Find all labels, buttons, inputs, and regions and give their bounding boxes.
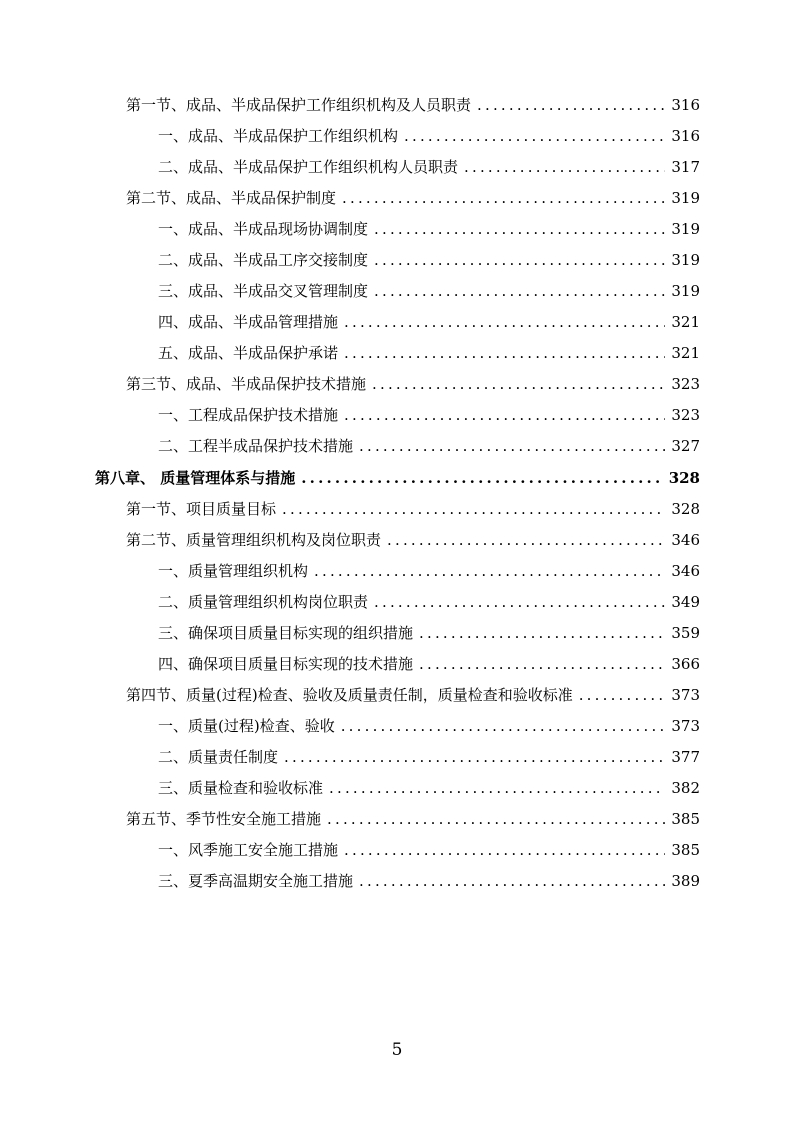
toc-entry-page: 321 xyxy=(671,344,700,362)
toc-entry-title: 三、质量检查和验收标准 xyxy=(158,779,324,797)
toc-dot-leader xyxy=(314,556,665,587)
toc-dot-leader xyxy=(359,431,665,462)
toc-dot-leader xyxy=(342,183,665,214)
toc-dot-leader xyxy=(284,742,665,773)
toc-entry[interactable] xyxy=(158,431,700,462)
toc-entry-page: 366 xyxy=(671,655,700,673)
toc-entry[interactable] xyxy=(158,711,700,742)
toc-entry[interactable] xyxy=(158,152,700,183)
page-number: 5 xyxy=(391,1040,403,1060)
toc-entry[interactable] xyxy=(126,680,700,711)
toc-entry[interactable] xyxy=(126,90,700,121)
toc-dot-leader xyxy=(419,618,665,649)
toc-entry-title: 二、成品、半成品保护工作组织机构人员职责 xyxy=(158,158,459,176)
toc-entry[interactable] xyxy=(158,400,700,431)
toc-entry-title: 一、风季施工安全施工措施 xyxy=(158,841,339,859)
toc-entry-page: 328 xyxy=(671,500,700,518)
toc-entry-title: 第一节、成品、半成品保护工作组织机构及人员职责 xyxy=(126,96,472,114)
toc-entry-title: 五、成品、半成品保护承诺 xyxy=(158,344,339,362)
toc-entry-title: 四、确保项目质量目标实现的技术措施 xyxy=(158,655,414,673)
toc-entry-title: 一、成品、半成品保护工作组织机构 xyxy=(158,127,399,145)
toc-entry-page: 377 xyxy=(671,748,700,766)
toc-entry[interactable] xyxy=(158,742,700,773)
toc-entry-page: 317 xyxy=(671,158,700,176)
toc-dot-leader xyxy=(464,152,665,183)
toc-entry[interactable] xyxy=(126,525,700,556)
toc-entry[interactable] xyxy=(158,618,700,649)
toc-entry-title: 第二节、质量管理组织机构及岗位职责 xyxy=(126,531,382,549)
toc-entry[interactable] xyxy=(126,183,700,214)
toc-entry-page: 385 xyxy=(671,810,700,828)
toc-entry-title: 二、成品、半成品工序交接制度 xyxy=(158,251,369,269)
toc-dot-leader xyxy=(372,369,665,400)
toc-entry-title: 第八章、 质量管理体系与措施 xyxy=(95,469,296,487)
toc-entry[interactable] xyxy=(158,587,700,618)
toc-entry-page: 385 xyxy=(671,841,700,859)
toc-entry-page: 316 xyxy=(671,127,700,145)
toc-entry-title: 第二节、成品、半成品保护制度 xyxy=(126,189,337,207)
toc-entry-page: 328 xyxy=(668,469,700,487)
toc-entry[interactable] xyxy=(158,338,700,369)
toc-dot-leader xyxy=(579,680,666,711)
toc-entry[interactable] xyxy=(126,494,700,525)
toc-entry-page: 359 xyxy=(671,624,700,642)
toc-dot-leader xyxy=(344,338,665,369)
toc-entry[interactable] xyxy=(158,835,700,866)
toc-dot-leader xyxy=(344,307,665,338)
toc-entry-title: 二、工程半成品保护技术措施 xyxy=(158,437,354,455)
toc-entry[interactable] xyxy=(126,804,700,835)
toc-entry-page: 323 xyxy=(671,406,700,424)
toc-entry-page: 327 xyxy=(671,437,700,455)
toc-entry-page: 319 xyxy=(671,251,700,269)
toc-entry-page: 319 xyxy=(671,189,700,207)
toc-entry[interactable] xyxy=(158,649,700,680)
toc-dot-leader xyxy=(282,494,665,525)
toc-entry-page: 349 xyxy=(671,593,700,611)
toc-entry[interactable] xyxy=(158,245,700,276)
toc-entry-page: 346 xyxy=(671,531,700,549)
toc-entry-title: 三、夏季高温期安全施工措施 xyxy=(158,872,354,890)
toc-dot-leader xyxy=(341,711,666,742)
toc-entry-title: 一、工程成品保护技术措施 xyxy=(158,406,339,424)
toc-dot-leader xyxy=(404,121,665,152)
toc-entry[interactable] xyxy=(158,276,700,307)
toc-dot-leader xyxy=(374,276,665,307)
toc-entry-page: 382 xyxy=(671,779,700,797)
toc-entry-page: 373 xyxy=(671,717,700,735)
toc-entry-page: 321 xyxy=(671,313,700,331)
toc-dot-leader xyxy=(374,214,665,245)
toc-entry[interactable] xyxy=(126,369,700,400)
toc-entry[interactable] xyxy=(158,307,700,338)
toc-dot-leader xyxy=(327,804,665,835)
toc-entry-page: 319 xyxy=(671,220,700,238)
toc-entry-page: 319 xyxy=(671,282,700,300)
toc-entry-title: 三、确保项目质量目标实现的组织措施 xyxy=(158,624,414,642)
toc-dot-leader xyxy=(419,649,665,680)
toc-entry-title: 一、成品、半成品现场协调制度 xyxy=(158,220,369,238)
toc-dot-leader xyxy=(344,400,665,431)
toc-entry-page: 346 xyxy=(671,562,700,580)
toc-dot-leader xyxy=(374,245,665,276)
toc-chapter-entry[interactable] xyxy=(95,463,700,494)
toc-entry[interactable] xyxy=(158,556,700,587)
toc-entry-title: 一、质量(过程)检查、验收 xyxy=(158,717,335,735)
toc-entry-page: 389 xyxy=(671,872,700,890)
toc-entry-title: 第三节、成品、半成品保护技术措施 xyxy=(126,375,367,393)
toc-dot-leader xyxy=(329,773,665,804)
toc-entry-title: 第五节、季节性安全施工措施 xyxy=(126,810,322,828)
toc-dot-leader xyxy=(344,835,665,866)
toc-entry-page: 323 xyxy=(671,375,700,393)
toc-dot-leader xyxy=(374,587,665,618)
toc-entry-title: 一、质量管理组织机构 xyxy=(158,562,309,580)
toc-dot-leader xyxy=(301,463,662,494)
toc-entry-page: 316 xyxy=(671,96,700,114)
toc-entry-page: 373 xyxy=(671,686,700,704)
toc-entry[interactable] xyxy=(158,773,700,804)
toc-entry-title: 第四节、质量(过程)检查、验收及质量责任制，质量检查和验收标准 xyxy=(126,686,573,704)
toc-dot-leader xyxy=(387,525,665,556)
toc-entry-title: 四、成品、半成品管理措施 xyxy=(158,313,339,331)
toc-entry-title: 二、质量责任制度 xyxy=(158,748,279,766)
toc-dot-leader xyxy=(477,90,665,121)
toc-entry[interactable] xyxy=(158,121,700,152)
toc-entry-title: 三、成品、半成品交叉管理制度 xyxy=(158,282,369,300)
toc-entry-title: 二、质量管理组织机构岗位职责 xyxy=(158,593,369,611)
toc-entry[interactable] xyxy=(158,214,700,245)
toc-entry[interactable] xyxy=(158,866,700,897)
toc-dot-leader xyxy=(359,866,665,897)
toc-entry-title: 第一节、项目质量目标 xyxy=(126,500,277,518)
